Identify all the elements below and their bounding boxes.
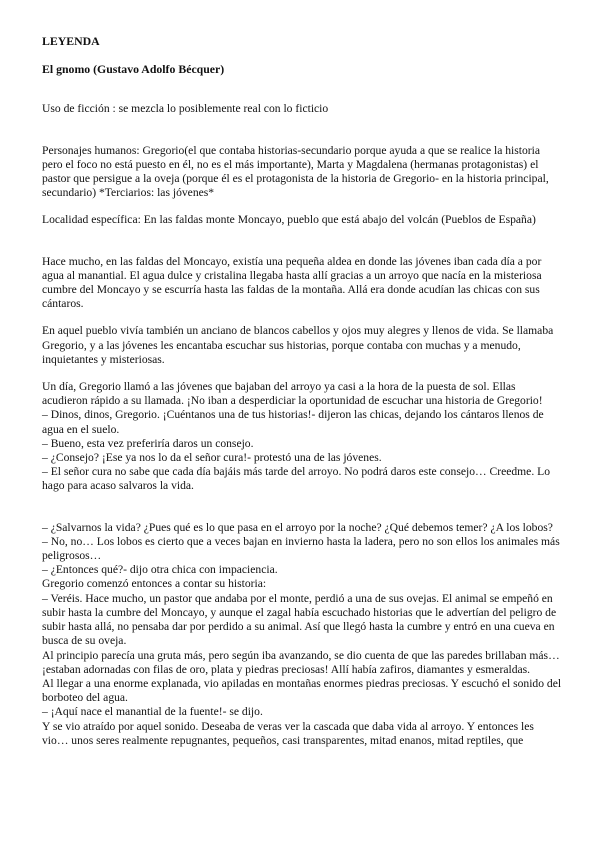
story-line: Al llegar a una enorme explanada, vio apiladas en montañas enormes piedras preciosas. Y escuchó el sonido del borboteo del agua. <box>42 676 562 705</box>
document-page <box>42 34 562 748</box>
story-paragraph-3 <box>42 380 562 494</box>
story-line: – El señor cura no sabe que cada día bajáis más tarde del arroyo. No podrá daros este consejo… Creedme. Lo hago para acaso salvaros la vida. <box>42 465 551 493</box>
story-line: – Bueno, esta vez preferiría daros un consejo. <box>42 436 254 450</box>
story-line: – ¡Aquí nace el manantial de la fuente!- se dijo. <box>42 705 263 719</box>
personajes-text: Personajes humanos: Gregorio(el que contaba historias-secundario porque ayuda a que se realice la historia pero el foco no está puesto en él, no es el más importante), Marta y Magdalena (hermanas protagonistas) el pastor que persigue a la oveja (porque él es el protagonista de la historia de Gregorio- en la historia principal, secundario) *Terciarios: las jóvenes* <box>42 143 549 200</box>
story-line: Un día, Gregorio llamó a las jóvenes que bajaban del arroyo ya casi a la hora de la puesta de sol. Ellas acudieron rápido a su llamada. ¡No iban a desperdiciar la oportunidad de escuchar una historia de Gregorio! <box>42 380 543 408</box>
story-line: – ¿Entonces qué?- dijo otra chica con impaciencia. <box>42 563 278 577</box>
document-title: LEYENDA <box>42 34 100 48</box>
story-paragraph-1: Hace mucho, en las faldas del Moncayo, existía una pequeña aldea en donde las jóvenes iban cada día a por agua al manantial. El agua dulce y cristalina llegaba hasta allí gracias a un arroyo que nacía en la misteriosa cumbre del Moncayo y se escurría hasta las faldas de la montaña. Allá era donde acudían las chicas con sus cántaros. <box>42 254 542 311</box>
story-line: – Veréis. Hace mucho, un pastor que andaba por el monte, perdió a una de sus ovejas. El animal se empeñó en subir hasta la cumbre del Moncayo, y aunque el zagal había escuchado historias que le advertían del peligro de subir hasta allá, no pensaba dar por perdido a su animal. Así que llegó hasta la cumbre y entró en una cueva en busca de su oveja. <box>42 591 557 648</box>
story-line: Y se vio atraído por aquel sonido. Deseaba de veras ver la cascada que daba vida al arroyo. Y entonces les vio… unos seres realmente repugnantes, pequeños, casi transparentes, mitad enanos, mitad reptiles, que <box>42 719 534 747</box>
localidad-text: Localidad específica: En las faldas monte Moncayo, pueblo que está abajo del volcán (Pueblos de España) <box>42 213 536 227</box>
story-paragraph-4 <box>42 521 562 748</box>
story-paragraph-2: En aquel pueblo vivía también un anciano de blancos cabellos y ojos muy alegres y llenos de vida. Se llamaba Gregorio, y a las jóvenes les encantaba escuchar sus historias, porque contaba con muchas y a menudo, inquietantes y misteriosas. <box>42 324 554 366</box>
story-line: – ¿Consejo? ¡Ese ya nos lo da el señor cura!- protestó una de las jóvenes. <box>42 451 382 465</box>
story-line: Gregorio comenzó entonces a contar su historia: <box>42 577 267 591</box>
story-line: – Dinos, dinos, Gregorio. ¡Cuéntanos una de tus historias!- dijeron las chicas, dejando los cántaros llenos de agua en el suelo. <box>42 408 544 436</box>
uso-ficcion-text: Uso de ficción : se mezcla lo posiblemente real con lo ficticio <box>42 102 329 116</box>
story-line: – No, no… Los lobos es cierto que a veces bajan en invierno hasta la ladera, pero no son ellos los animales más peligrosos… <box>42 534 560 563</box>
document-subtitle: El gnomo (Gustavo Adolfo Bécquer) <box>42 62 225 77</box>
story-line: Al principio parecía una gruta más, pero según iba avanzando, se dio cuenta de que las paredes brillaban más… ¡estaban adornadas con filas de oro, plata y piedras preciosas! Allí había zafiros, diamantes y esmeraldas. <box>42 648 560 676</box>
story-line: – ¿Salvarnos la vida? ¿Pues qué es lo que pasa en el arroyo por la noche? ¿Qué debemos temer? ¿A los lobos? <box>42 520 553 534</box>
